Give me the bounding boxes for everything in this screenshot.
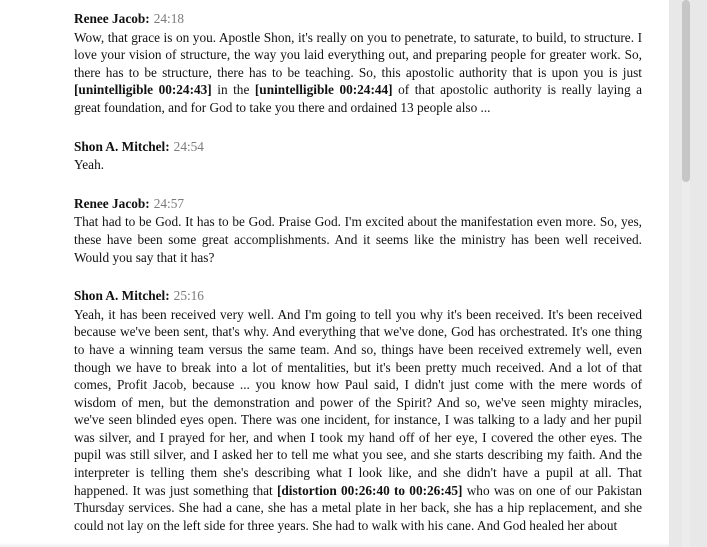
transcript-entry [74, 287, 642, 534]
speaker-name: Renee Jacob: [74, 195, 150, 211]
text-segment: of that apostolic authority is really laying a great foundation, and for God to take you there and ordained 13 people also ... [74, 82, 643, 115]
entry-header [74, 138, 642, 156]
text-segment: Wow, that grace is on you. Apostle Shon, it's really on you to penetrate, to saturate, to build, to structure. I love your vision of structure, the way you laid everything out, and preparing people for greater work. So, there has to be structure, there has to be teaching. So, this apostolic authority that is upon you is just [74, 29, 642, 80]
transcript-entry [74, 195, 642, 266]
transcript [74, 10, 642, 547]
entry-text [74, 306, 642, 535]
page-shadow [0, 543, 669, 547]
unintelligible-tag: [unintelligible 00:24:43] [74, 82, 212, 98]
entry-header [74, 287, 642, 305]
timestamp: 24:57 [153, 195, 184, 211]
timestamp: 25:16 [173, 288, 204, 304]
speaker-name: Shon A. Mitchel: [74, 138, 170, 154]
entry-header [74, 10, 642, 28]
entry-header [74, 195, 642, 213]
transcript-entry [74, 10, 642, 117]
entry-text [74, 213, 642, 266]
scrollbar-thumb[interactable] [682, 0, 690, 182]
speaker-name: Shon A. Mitchel: [74, 288, 170, 304]
distortion-tag: [distortion 00:26:40 to 00:26:45] [276, 482, 463, 498]
entry-text [74, 29, 642, 117]
timestamp: 24:18 [153, 11, 184, 26]
speaker-name: Renee Jacob: [74, 11, 150, 26]
entry-text [74, 156, 642, 174]
transcript-entry [74, 138, 642, 174]
unintelligible-tag: [unintelligible 00:24:44] [254, 82, 393, 98]
text-segment: in the [211, 82, 255, 98]
text-segment: Yeah. [74, 157, 105, 173]
timestamp: 24:54 [173, 138, 204, 154]
text-segment: who was on one of our Pakistan Thursday services. She had a cane, she has a metal plate in her back, she has a hip replacement, and she could not lay on the left side for three years. She had to walk with his cane. And God healed her about [74, 482, 642, 533]
text-segment: That had to be God. It has to be God. Praise God. I'm excited about the manifestation even more. So, yes, these have been some great accomplishments. And it seems like the ministry has been well received. Would you say that it has? [74, 214, 642, 265]
text-segment: Yeah, it has been received very well. And I'm going to tell you why it's been received. It's been received because we've been sent, that's why. And everything that we've done, God has orchestrated. It's one thing to have a winning team versus the same team. And so, things have been received extremely well, even though we have to break into a lot of mentalities, but it's been pretty much received. And a lot of that comes, Profit Jacob, because ... you know how Paul said, I didn't just come with the mere words of wisdom of men, but the demonstration and power of the Spirit? And so, we've seen mighty miracles, we've seen blinded eyes open. There was one incident, for instance, I was talking to a lady and her pupil was silver, and I prayed for her, and when I took my hand off of her eye, I covered the other eyes. The pupil was still silver, and I asked her to tell me what you see, and she starts describing my faith. And the interpreter is telling them she's describing what I look like, and she didn't have a pupil at all. That happened. It was just something that [74, 306, 642, 498]
